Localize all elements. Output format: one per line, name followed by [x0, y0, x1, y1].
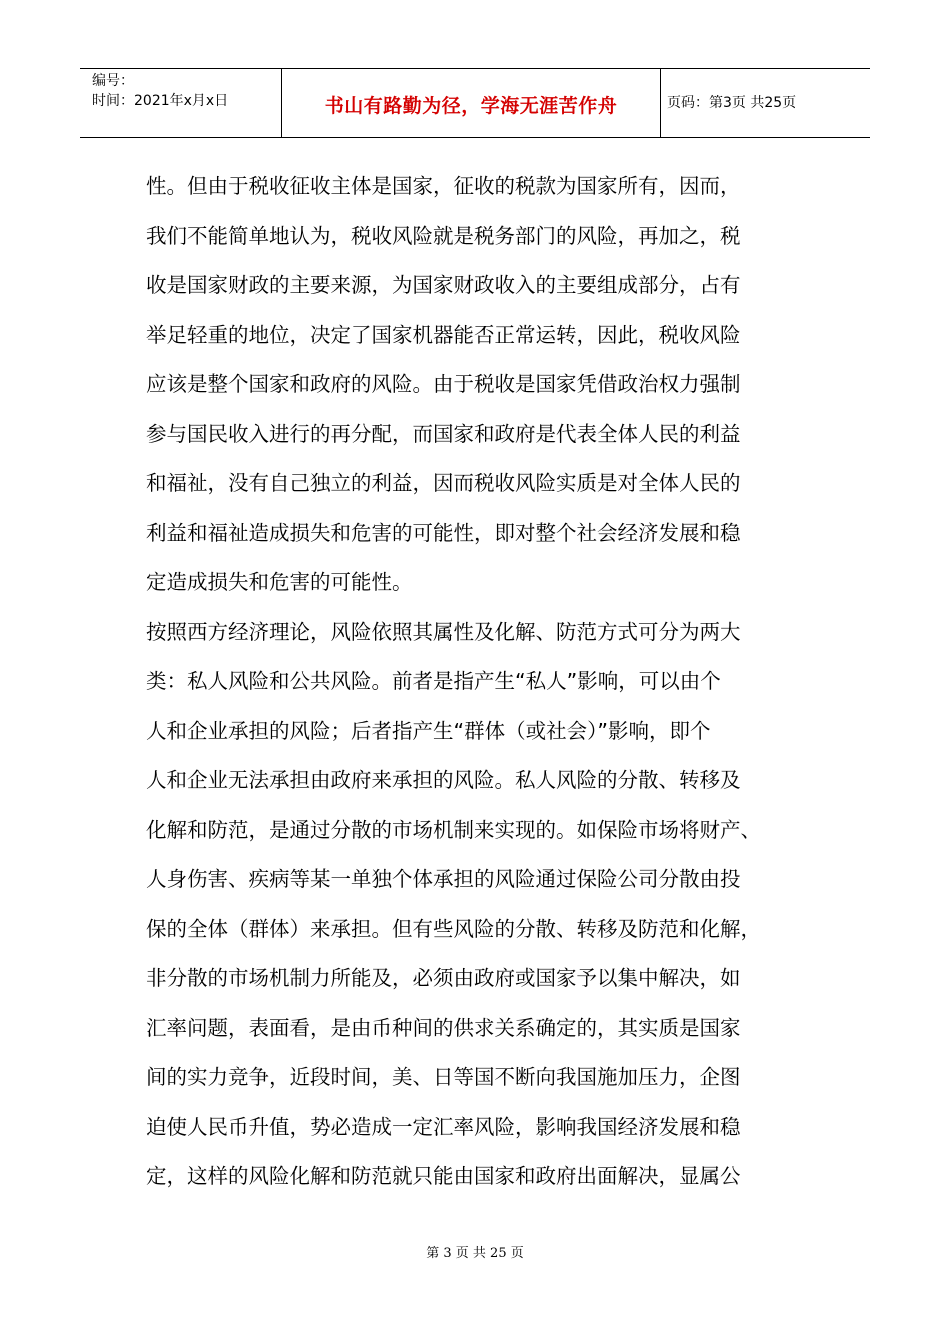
header-motto: 书山有路勤为径，学海无涯苦作舟 — [324, 95, 618, 117]
body-line: 保的全体（群体）来承担。但有些风险的分散、转移及防范和化解， — [146, 916, 761, 941]
body-line: 应该是整个国家和政府的风险。由于税收是国家凭借政治权力强制 — [146, 372, 741, 396]
body-line: 化解和防范，是通过分散的市场机制来实现的。如保险市场将财产、 — [146, 817, 761, 842]
header-page-cell — [661, 69, 870, 137]
body-line: 参与国民收入进行的再分配，而国家和政府是代表全体人民的利益 — [146, 421, 741, 446]
body-line: 性。但由于税收征收主体是国家，征收的税款为国家所有，因而， — [146, 174, 741, 198]
number-label: 编号： — [92, 73, 134, 89]
body-line: 定，这样的风险化解和防范就只能由国家和政府出面解决，显属公 — [146, 1164, 741, 1188]
header-info-cell — [80, 69, 282, 137]
body-line: 和福祉，没有自己独立的利益，因而税收风险实质是对全体人民的 — [146, 471, 741, 495]
body-line: 人和企业承担的风险；后者指产生“群体（或社会）”影响，即个 — [146, 718, 711, 743]
body-line: 人身伤害、疾病等某一单独个体承担的风险通过保险公司分散由投 — [146, 867, 741, 891]
body-line: 间的实力竞争，近段时间，美、日等国不断向我国施加压力，企图 — [146, 1065, 741, 1089]
document-header — [80, 68, 870, 138]
body-line: 我们不能简单地认为，税收风险就是税务部门的风险，再加之，税 — [146, 223, 741, 248]
body-line: 定造成损失和危害的可能性。 — [146, 570, 413, 594]
header-motto-cell — [282, 69, 661, 137]
body-line: 收是国家财政的主要来源，为国家财政收入的主要组成部分，占有 — [146, 273, 741, 297]
document-body — [146, 162, 826, 1202]
body-line: 举足轻重的地位，决定了国家机器能否正常运转，因此，税收风险 — [146, 322, 741, 347]
page-footer: 第 3 页 共 25 页 — [426, 1246, 524, 1261]
date-label: 时间：2021年x月x日 — [92, 93, 229, 109]
body-line: 类：私人风险和公共风险。前者是指产生“私人”影响，可以由个 — [146, 669, 721, 693]
body-line: 按照西方经济理论，风险依照其属性及化解、防范方式可分为两大 — [146, 619, 741, 644]
body-line: 汇率问题，表面看，是由币种间的供求关系确定的，其实质是国家 — [146, 1015, 741, 1040]
body-line: 非分散的市场机制力所能及，必须由政府或国家予以集中解决，如 — [146, 966, 741, 990]
page-code: 页码：第3页 共25页 — [667, 95, 797, 111]
body-line: 迫使人民币升值，势必造成一定汇率风险，影响我国经济发展和稳 — [146, 1114, 741, 1139]
body-line: 人和企业无法承担由政府来承担的风险。私人风险的分散、转移及 — [146, 768, 741, 792]
body-line: 利益和福祉造成损失和危害的可能性，即对整个社会经济发展和稳 — [146, 520, 741, 545]
